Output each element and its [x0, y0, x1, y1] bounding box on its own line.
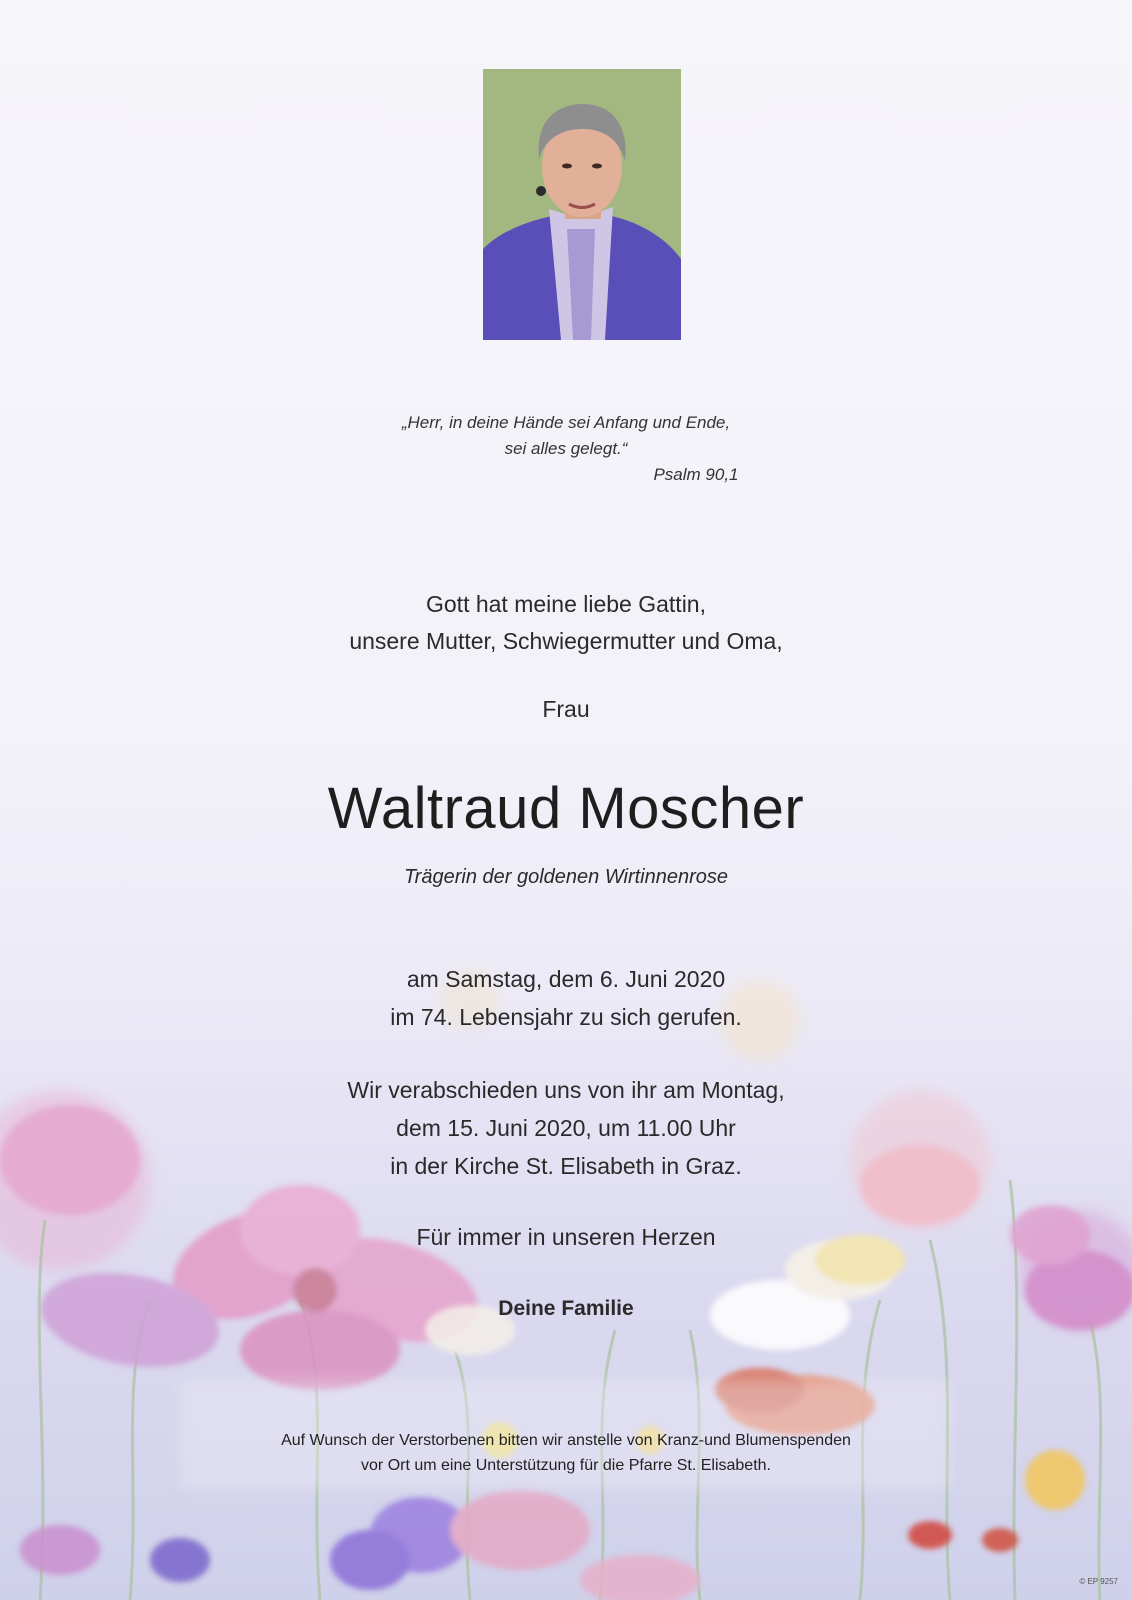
request-line-2: vor Ort um eine Unterstützung für die Pfarre St. Elisabeth. — [361, 1457, 771, 1474]
quote-reference: Psalm 90,1 — [653, 465, 739, 484]
intro-line-1: Gott hat meine liebe Gattin, — [426, 591, 706, 617]
deceased-name: Waltraud Moscher — [327, 776, 805, 841]
honor-title: Trägerin der goldenen Wirtinnenrose — [403, 866, 729, 888]
salutation: Frau — [542, 696, 590, 722]
death-line-2: im 74. Lebensjahr zu sich gerufen. — [390, 1004, 742, 1030]
psalm-quote — [0, 410, 1132, 488]
quote-line-2: sei alles gelegt.“ — [504, 439, 628, 458]
intro-line-2: unsere Mutter, Schwiegermutter und Oma, — [349, 628, 783, 654]
funeral-details — [0, 1071, 1132, 1185]
request-line-1: Auf Wunsch der Verstorbenen bitten wir anstelle von Kranz-und Blumenspenden — [281, 1432, 851, 1449]
announcement-intro — [0, 586, 1132, 660]
donation-request — [0, 1428, 1132, 1478]
closing-line: Für immer in unseren Herzen — [416, 1224, 716, 1250]
funeral-line-3: in der Kirche St. Elisabeth in Graz. — [390, 1153, 742, 1179]
funeral-line-2: dem 15. Juni 2020, um 11.00 Uhr — [396, 1115, 736, 1141]
portrait-photo — [483, 69, 681, 340]
signature: Deine Familie — [498, 1297, 634, 1320]
death-notice — [0, 960, 1132, 1036]
quote-line-1: „Herr, in deine Hände sei Anfang und Ende, — [401, 413, 731, 432]
death-line-1: am Samstag, dem 6. Juni 2020 — [406, 966, 726, 992]
print-code: © EP 9257 — [1079, 1577, 1118, 1586]
funeral-line-1: Wir verabschieden uns von ihr am Montag, — [347, 1077, 785, 1103]
